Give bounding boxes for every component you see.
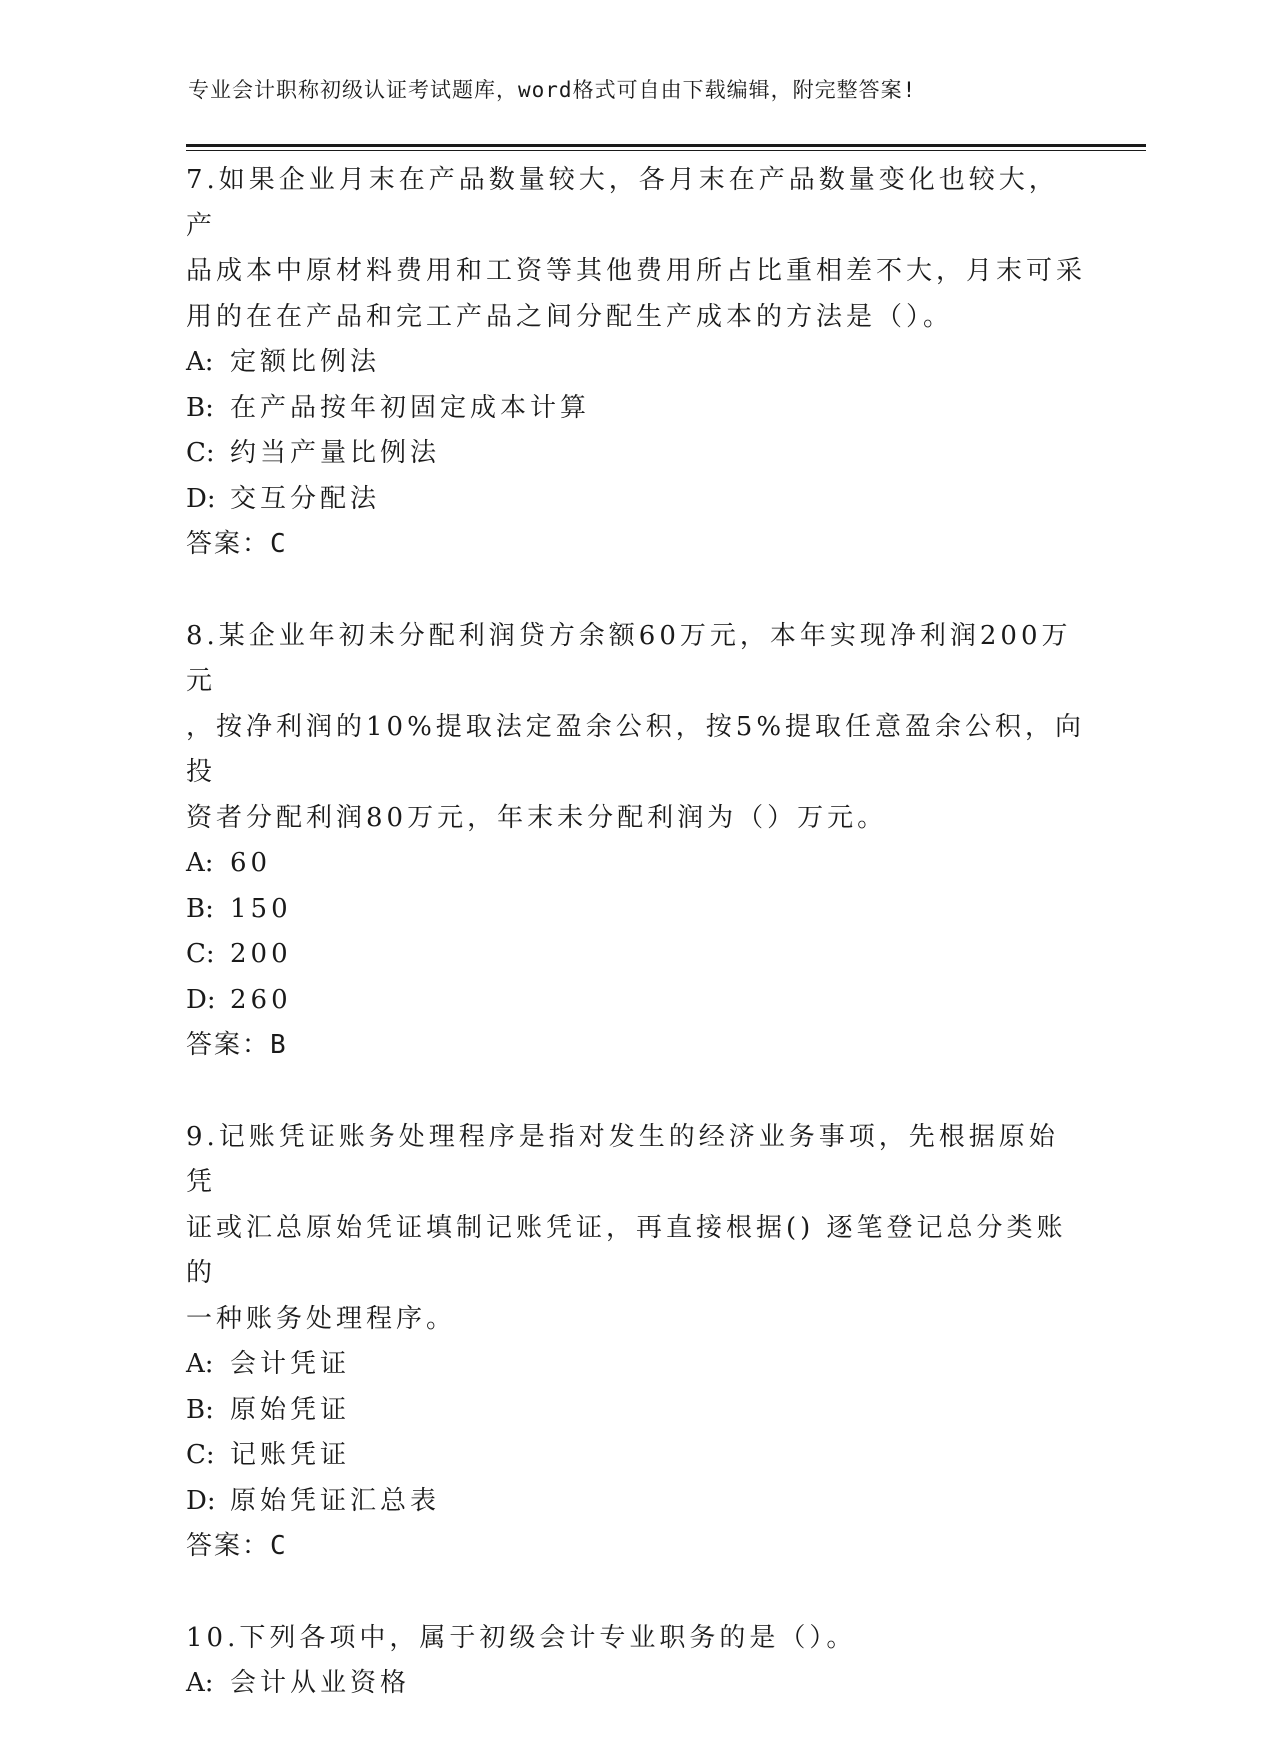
option-key: A:	[186, 848, 214, 878]
option-a	[186, 1661, 1086, 1707]
option-text: 交互分配法	[230, 483, 381, 514]
option-key: C:	[186, 438, 215, 468]
question-9	[186, 1115, 1086, 1570]
option-key: D:	[186, 483, 216, 514]
option-text: 原始凭证汇总表	[230, 1485, 441, 1516]
option-key: A:	[186, 347, 214, 377]
option-text: 会计凭证	[230, 1349, 351, 1379]
answer-label: 答案：	[186, 1531, 271, 1561]
option-text: 150	[230, 893, 292, 924]
option-d	[186, 978, 1086, 1024]
question-text: 9.记账凭证账务处理程序是指对发生的经济业务事项，先根据原始凭 证或汇总原始凭证填制记账凭证，再直接根据() 逐笔登记总分类账的 一种账务处理程序。	[186, 1121, 1067, 1334]
question-10	[186, 1616, 1086, 1707]
option-d	[186, 1479, 1086, 1525]
option-text: 约当产量比例法	[230, 438, 441, 468]
option-text: 记账凭证	[230, 1440, 351, 1470]
option-b	[186, 386, 1086, 432]
option-d	[186, 477, 1086, 523]
option-a	[186, 340, 1086, 386]
option-key: B:	[186, 1394, 214, 1425]
answer-value: C	[270, 1531, 288, 1561]
header-rule-thin	[186, 150, 1146, 151]
question-7	[186, 158, 1086, 568]
answer-value: B	[270, 1030, 288, 1060]
option-key: C:	[186, 939, 215, 969]
answer-line	[186, 1023, 1086, 1069]
option-key: B:	[186, 392, 214, 423]
page-header: 专业会计职称初级认证考试题库，word格式可自由下载编辑，附完整答案!	[188, 78, 917, 102]
question-text: 10.下列各项中，属于初级会计专业职务的是（）。	[186, 1622, 857, 1653]
question-list	[186, 158, 1086, 1753]
option-c	[186, 431, 1086, 477]
question-8	[186, 614, 1086, 1069]
answer-label: 答案：	[186, 529, 271, 559]
option-b	[186, 887, 1086, 933]
option-b	[186, 1388, 1086, 1434]
option-key: B:	[186, 893, 214, 924]
option-text: 260	[230, 984, 292, 1015]
question-text: 7.如果企业月末在产品数量较大，各月末在产品数量变化也较大，产 品成本中原材料费用和工资等其他费用所占比重相差不大，月末可采 用的在在产品和完工产品之间分配生产成本的方法是（）。	[186, 165, 1087, 332]
option-text: 60	[230, 848, 272, 878]
option-a	[186, 1342, 1086, 1388]
answer-line	[186, 1524, 1086, 1570]
option-key: A:	[186, 1349, 214, 1379]
option-text: 原始凭证	[230, 1394, 351, 1425]
option-a	[186, 841, 1086, 887]
answer-line	[186, 522, 1086, 568]
option-text: 在产品按年初固定成本计算	[230, 392, 591, 423]
option-key: A:	[186, 1668, 214, 1698]
question-text: 8.某企业年初未分配利润贷方余额60万元，本年实现净利润200万元 ，按净利润的10%提取法定盈余公积，按5%提取任意盈余公积，向投 资者分配利润80万元，年末未分配利润为（）万元。	[186, 620, 1086, 833]
option-c	[186, 1433, 1086, 1479]
option-key: C:	[186, 1440, 215, 1470]
answer-value: C	[270, 529, 288, 559]
option-text: 会计从业资格	[230, 1668, 411, 1698]
option-c	[186, 932, 1086, 978]
option-text: 定额比例法	[230, 347, 381, 377]
answer-label: 答案：	[186, 1030, 271, 1060]
option-key: D:	[186, 984, 216, 1015]
header-rule-thick	[186, 144, 1146, 147]
option-text: 200	[230, 939, 292, 969]
option-key: D:	[186, 1485, 216, 1516]
